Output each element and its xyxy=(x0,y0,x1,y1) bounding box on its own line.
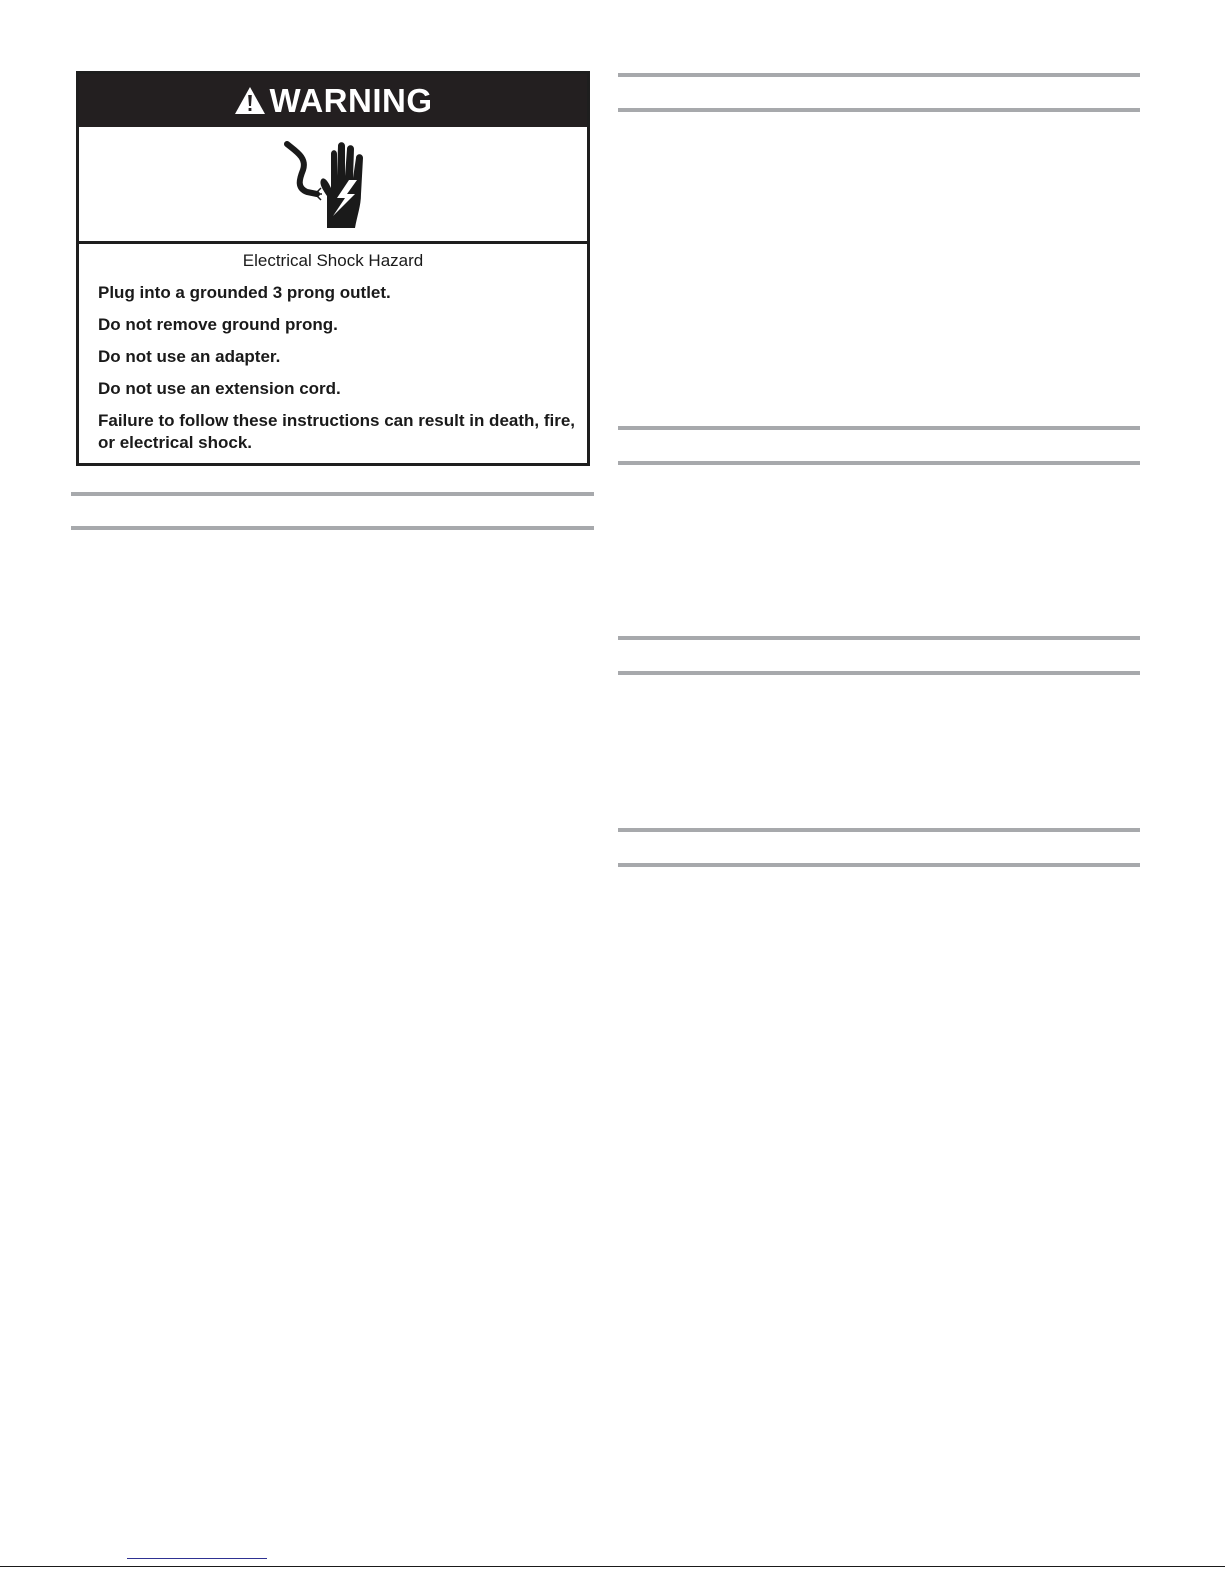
instruction-failure-consequence: Failure to follow these instructions can result in death, fire, or electrical shock. xyxy=(98,411,576,452)
section-rule-bottom xyxy=(618,108,1140,112)
section-rule-bottom xyxy=(618,461,1140,465)
instruction-ground-prong: Do not remove ground prong. xyxy=(98,315,338,334)
section-rule-top xyxy=(71,492,594,496)
footer-rule xyxy=(0,1566,1225,1567)
warning-header xyxy=(79,74,587,127)
instruction-grounded-outlet: Plug into a grounded 3 prong outlet. xyxy=(98,283,391,302)
section-rule-top xyxy=(618,636,1140,640)
instruction-adapter: Do not use an adapter. xyxy=(98,347,281,366)
warning-text-area xyxy=(79,244,587,454)
section-rule-bottom xyxy=(71,526,594,530)
hazard-title: Electrical Shock Hazard xyxy=(242,251,424,270)
warning-box xyxy=(76,71,590,466)
section-rule-bottom xyxy=(618,671,1140,675)
footer-link-underline[interactable] xyxy=(127,1558,267,1559)
section-rule-top xyxy=(618,73,1140,77)
section-rule-top xyxy=(618,426,1140,430)
hazard-icon-area xyxy=(79,127,587,244)
section-rule-top xyxy=(618,828,1140,832)
instruction-extension-cord: Do not use an extension cord. xyxy=(98,379,341,398)
electric-shock-hand-icon xyxy=(283,136,383,232)
warning-title: WARNING xyxy=(269,82,433,119)
section-rule-bottom xyxy=(618,863,1140,867)
exclamation-triangle-icon xyxy=(234,86,266,115)
